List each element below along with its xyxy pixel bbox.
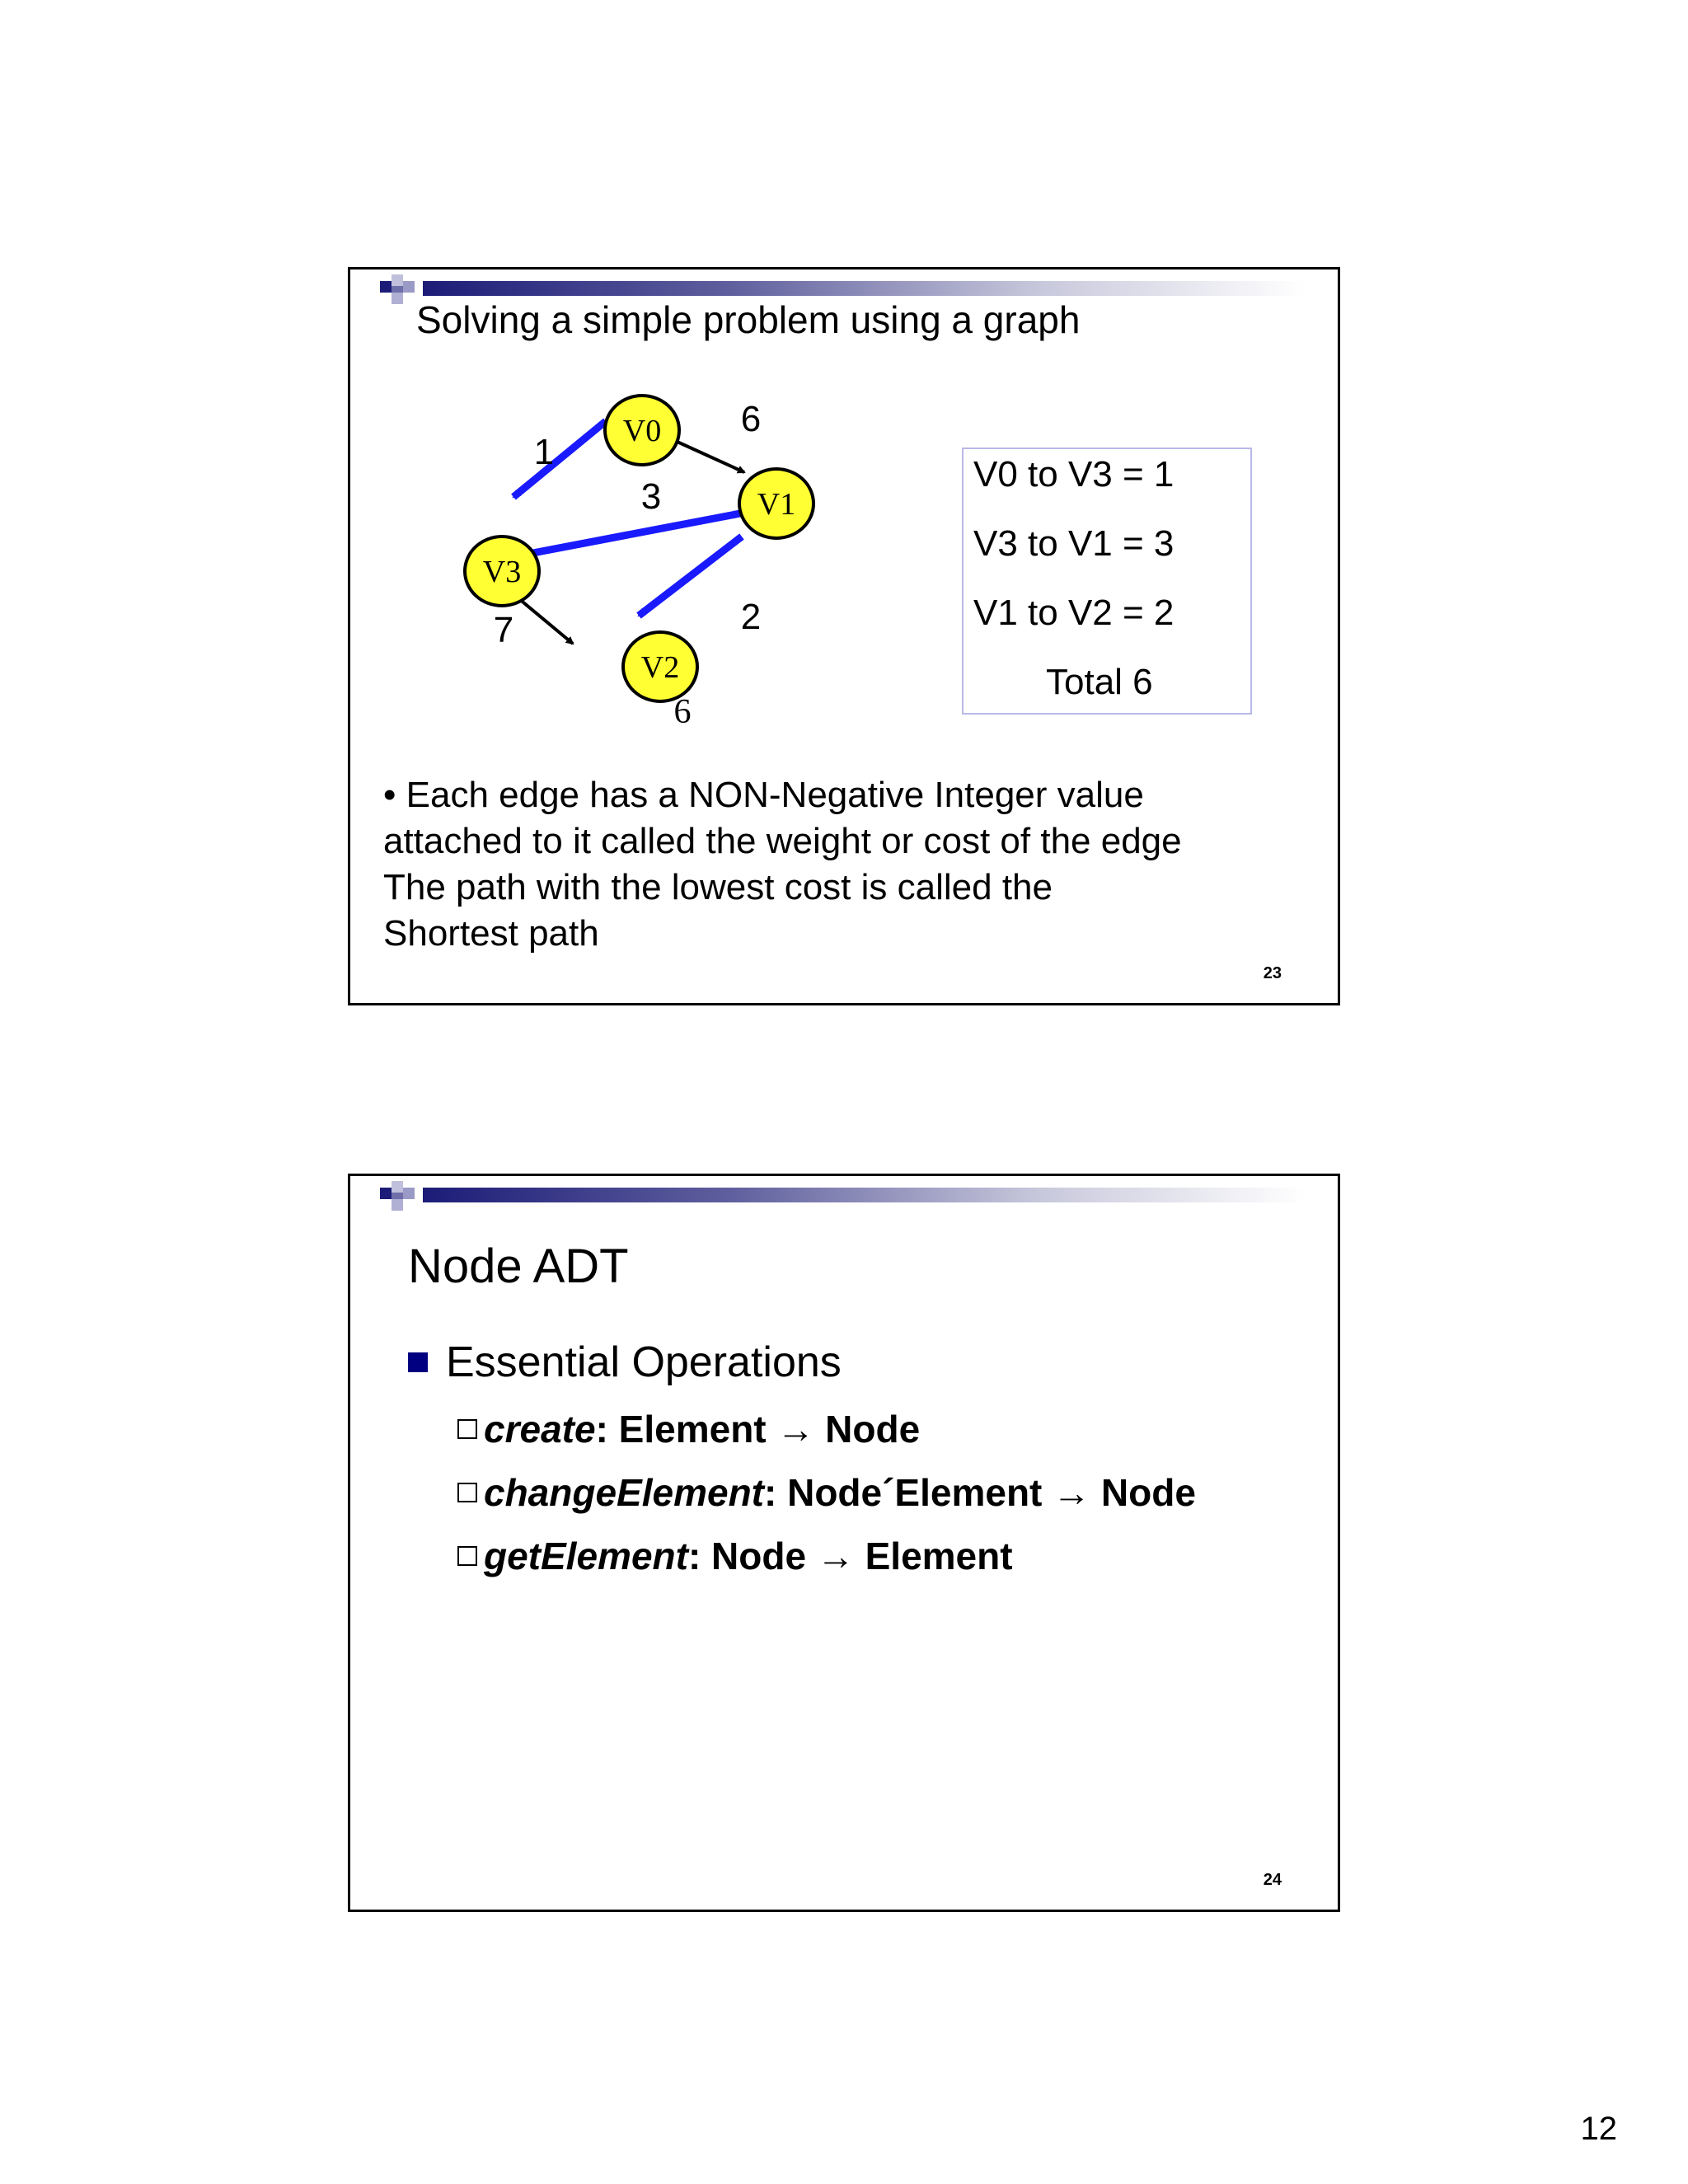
node-label-v3: V3 [482, 555, 522, 589]
bullet-text: Essential Operations [446, 1338, 842, 1386]
node-label-v0: V0 [622, 414, 662, 448]
operation-item [457, 1534, 1013, 1578]
body-line: The path with the lowest cost is called the [383, 867, 1053, 907]
page-number: 12 [1580, 2111, 1617, 2147]
path-cost-total: Total 6 [1046, 662, 1153, 702]
slide-23 [348, 267, 1340, 1005]
slide-title: Solving a simple problem using a graph [416, 298, 1081, 341]
slide-number: 23 [1263, 964, 1282, 982]
path-cost-line: V0 to V3 = 1 [973, 454, 1175, 494]
operation-item [457, 1470, 1196, 1515]
hollow-square-bullet-icon [457, 1419, 477, 1439]
operation-name: create [484, 1408, 596, 1451]
operation-name: changeElement [484, 1471, 764, 1514]
edge-weight-v1-v2: 2 [740, 597, 762, 637]
edge-weight-v3-v1: 3 [640, 476, 662, 517]
slide-title: Node ADT [408, 1240, 629, 1293]
path-cost-line: V1 to V2 = 2 [973, 593, 1175, 633]
slide-body-text [383, 772, 1306, 957]
body-line: attached to it called the weight or cost of the edge [383, 821, 1182, 861]
edge-weight-v3-v2: 7 [493, 610, 514, 650]
hollow-square-bullet-icon [457, 1483, 477, 1502]
operation-signature: : Element → Node [595, 1408, 921, 1451]
slide-24 [348, 1174, 1340, 1912]
edge-v3-v1 [507, 513, 740, 558]
edge-weight-v0-v1: 6 [740, 399, 762, 439]
slide-header-decoration [362, 1181, 1310, 1214]
square-bullet-icon [408, 1352, 428, 1372]
path-cost-line: V3 to V1 = 3 [973, 523, 1175, 564]
body-line: Shortest path [383, 913, 599, 954]
hollow-square-bullet-icon [457, 1546, 477, 1566]
edge-weight-v0-v3: 1 [533, 432, 555, 472]
operation-name: getElement [484, 1535, 688, 1577]
edge-v1-v2 [639, 537, 742, 616]
path-cost-box [962, 448, 1252, 715]
operation-item [457, 1407, 920, 1451]
operation-signature: : Node´Element → Node [764, 1471, 1196, 1514]
operation-signature: : Node → Element [687, 1535, 1013, 1577]
bullet-item [408, 1338, 842, 1387]
shortest-path-graph [416, 385, 878, 739]
body-line: • Each edge has a NON-Negative Integer value [383, 775, 1144, 815]
extra-weight-label: 6 [673, 693, 692, 731]
edge-v0-v1 [672, 439, 744, 472]
slide-number: 24 [1263, 1871, 1282, 1889]
node-label-v1: V1 [757, 487, 796, 522]
node-label-v2: V2 [640, 650, 680, 685]
edge-v0-v3 [513, 421, 606, 497]
